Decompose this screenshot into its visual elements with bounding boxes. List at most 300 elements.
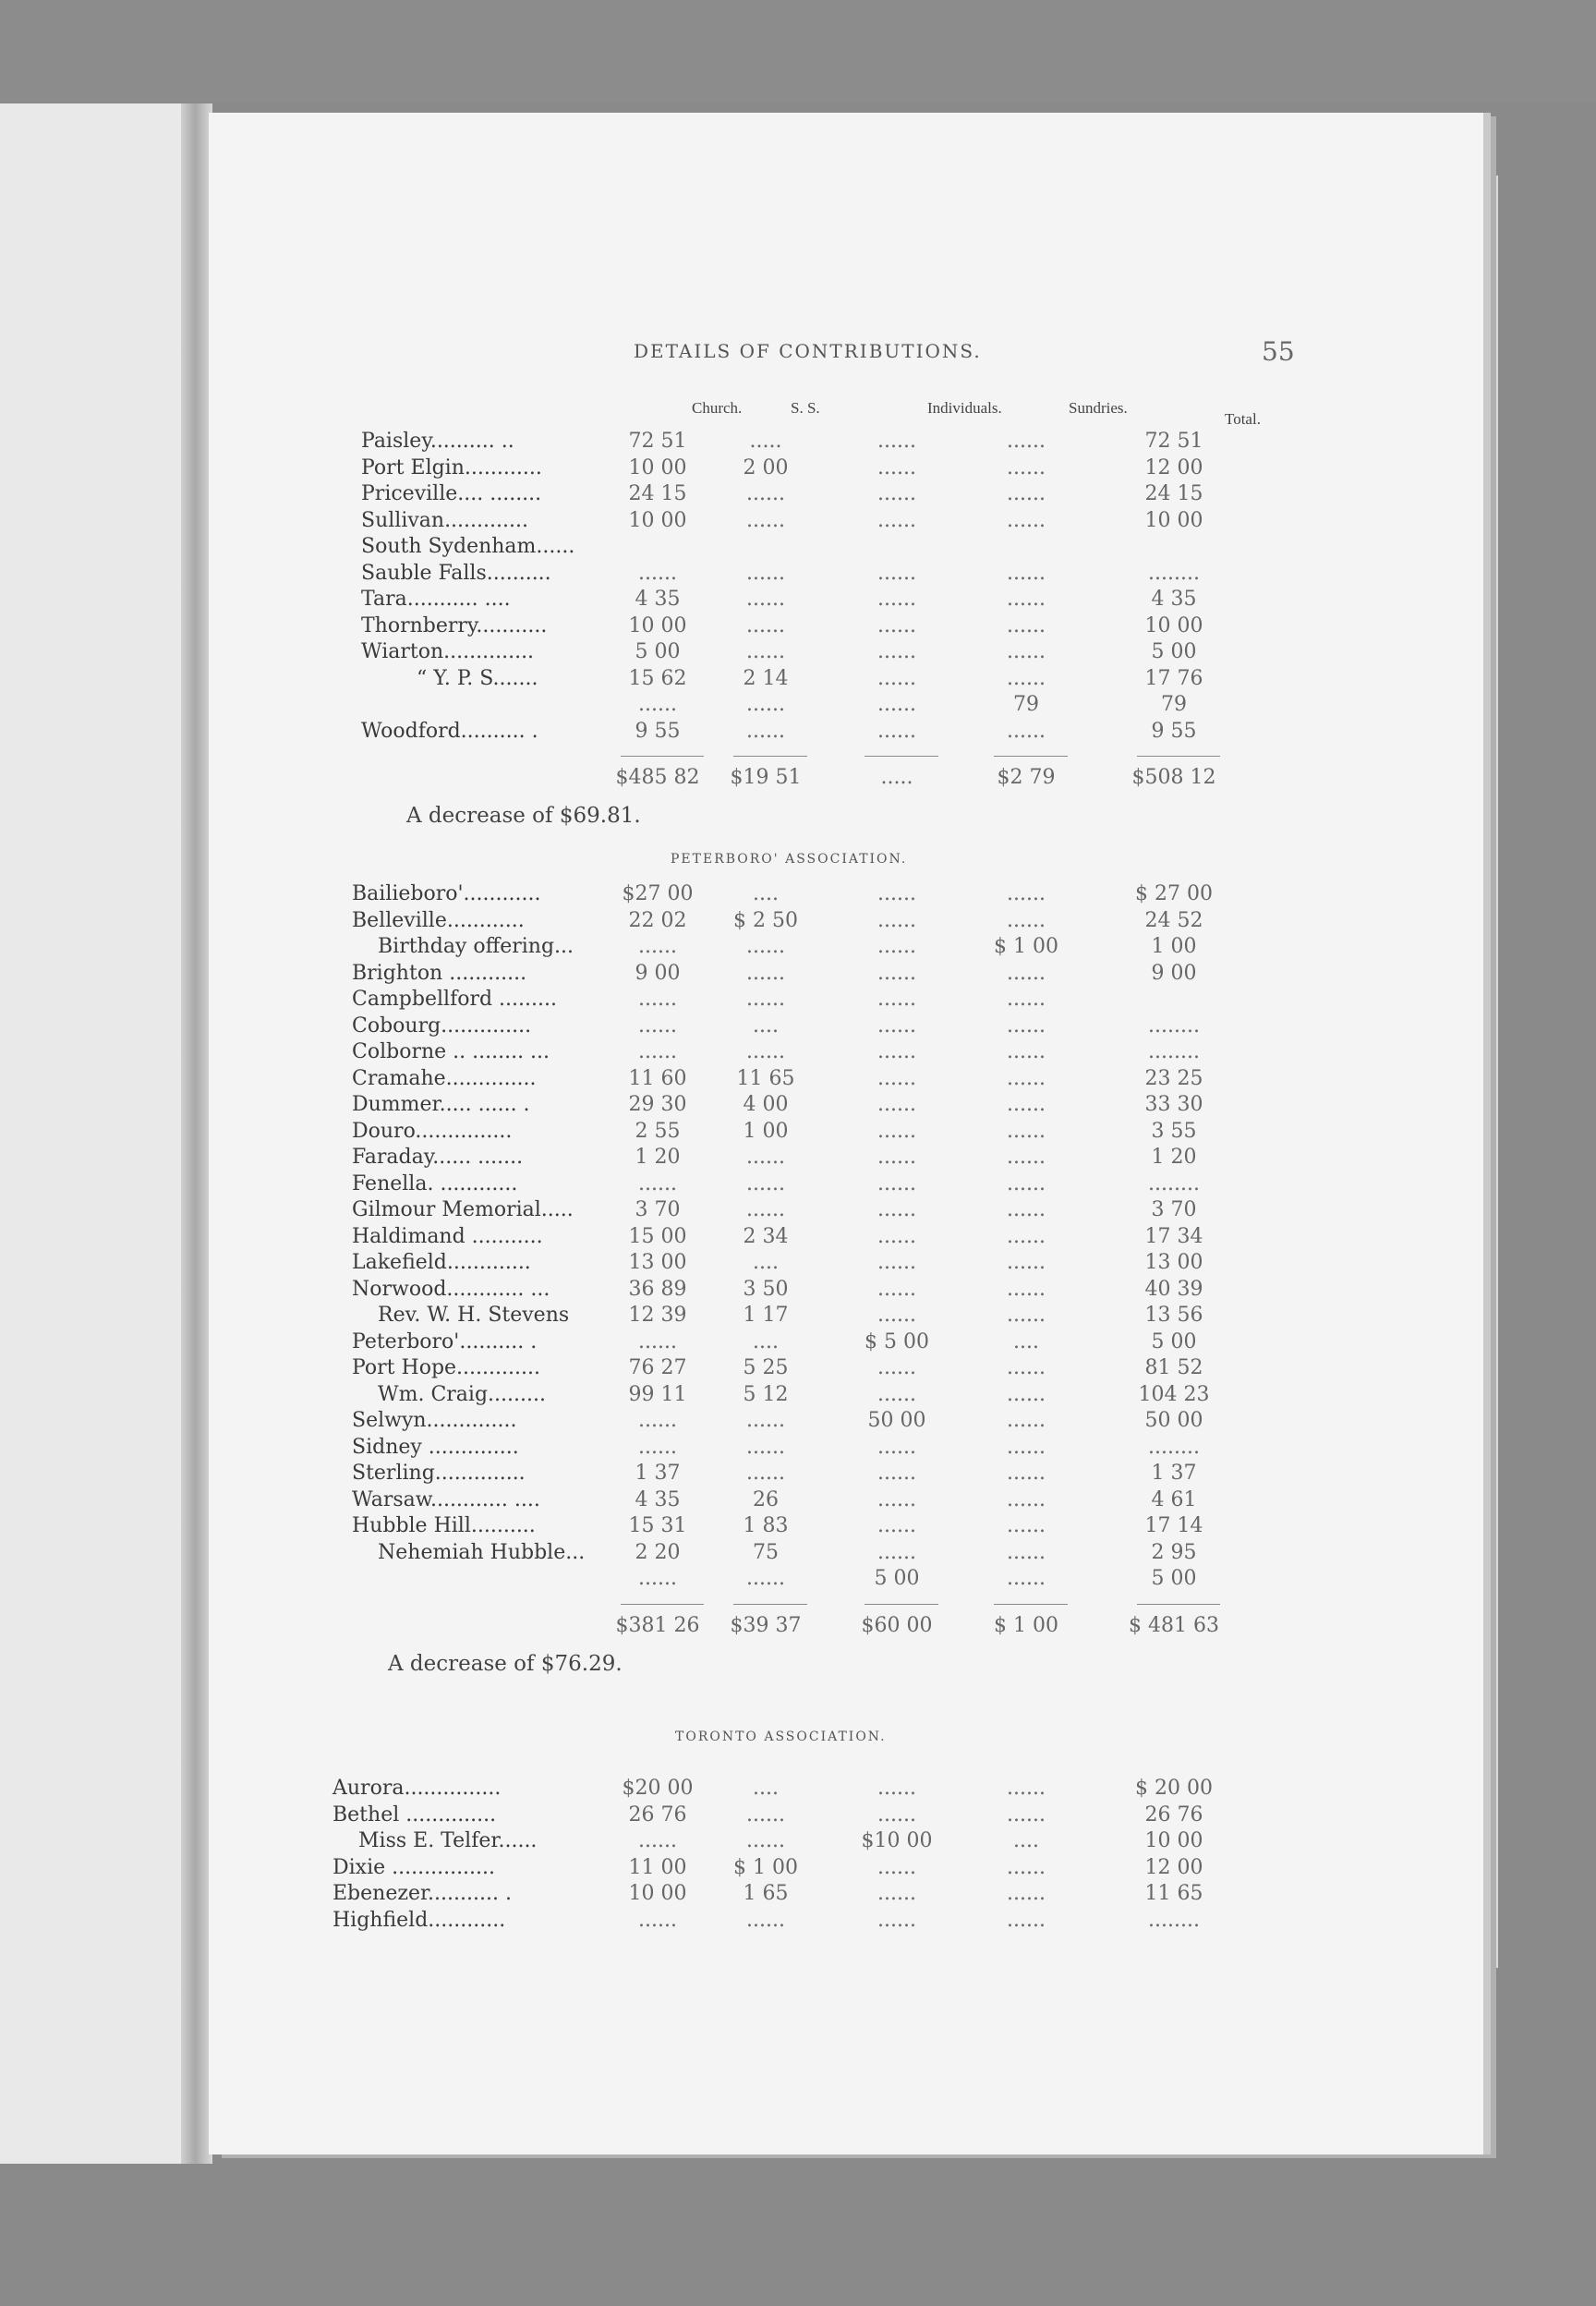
cell-ind: ......	[877, 908, 916, 932]
cell-ss: ......	[746, 1567, 785, 1590]
cell-church: ......	[638, 935, 677, 958]
cell-church: 99 11	[628, 1382, 687, 1406]
cell-ind: ......	[877, 1356, 916, 1379]
cell-church: 10 00	[628, 455, 687, 479]
cell-sun: ......	[1007, 1802, 1046, 1827]
cell-ind: ......	[877, 561, 916, 585]
cell-ss: ......	[746, 1171, 785, 1195]
total-total: $508 12	[1131, 766, 1216, 789]
cell-ss: ......	[746, 1435, 785, 1459]
row-name: Campbellford .........	[352, 988, 557, 1011]
cell-sun: ......	[1007, 482, 1046, 505]
total-total: $ 481 63	[1129, 1613, 1219, 1637]
cell-ind: ......	[877, 1777, 916, 1800]
cell-church: 4 35	[635, 1487, 681, 1511]
row-name: Brighton ............	[352, 961, 527, 985]
cell-ind: ......	[877, 1013, 916, 1038]
row-name: Warsaw............ ....	[352, 1487, 540, 1511]
cell-total: 12 00	[1144, 455, 1203, 479]
row-name: Belleville............	[352, 908, 525, 932]
cell-ind: ......	[877, 613, 916, 637]
cell-ind: 5 00	[874, 1567, 920, 1590]
cell-ind: ......	[877, 1066, 916, 1090]
table-row	[209, 561, 1483, 587]
total-church: $381 26	[615, 1613, 700, 1637]
cell-total: ........	[1148, 561, 1200, 585]
cell-church: 9 55	[635, 719, 681, 743]
cell-ind: ......	[877, 882, 916, 905]
total-rule	[864, 1604, 938, 1605]
cell-sun: ......	[1007, 1882, 1046, 1905]
cell-total: 4 35	[1151, 588, 1197, 611]
table-row	[209, 1066, 1483, 1092]
cell-ss: 2 34	[743, 1224, 789, 1248]
cell-ss: ......	[746, 693, 785, 716]
cell-ind: ......	[877, 1146, 916, 1169]
column-header-church: Church.	[692, 399, 743, 417]
cell-sun: ......	[1007, 1013, 1046, 1038]
cell-total: 23 25	[1144, 1066, 1203, 1090]
table-row	[209, 1303, 1483, 1329]
cell-church: 2 20	[635, 1540, 681, 1564]
cell-church: 15 62	[628, 666, 687, 690]
table-row	[209, 1092, 1483, 1118]
cell-sun: ......	[1007, 430, 1046, 453]
cell-ss: ......	[746, 1829, 785, 1852]
total-ss: $19 51	[730, 766, 802, 789]
table-row	[209, 1776, 1483, 1802]
table-row	[209, 1435, 1483, 1461]
cell-total: 3 55	[1151, 1119, 1197, 1143]
cell-total: 4 61	[1151, 1487, 1197, 1511]
cell-church: 5 00	[635, 640, 681, 663]
cell-total: 10 00	[1144, 508, 1203, 532]
cell-church: 4 35	[635, 588, 681, 611]
total-rule	[733, 1604, 807, 1605]
cell-ss: ......	[746, 1462, 785, 1485]
cell-total: 17 14	[1144, 1514, 1203, 1537]
cell-ss: 2 00	[743, 455, 789, 479]
table-row	[209, 1329, 1483, 1355]
cell-ss: ......	[746, 935, 785, 958]
row-name: Dummer..... ...... .	[352, 1093, 530, 1116]
total-rule	[621, 756, 704, 757]
table-row	[209, 481, 1483, 507]
cell-ss: 5 12	[743, 1382, 789, 1406]
cell-ind: ......	[877, 1487, 916, 1511]
cell-ind: ......	[877, 1277, 916, 1301]
column-header-total: Total.	[1225, 410, 1261, 428]
cell-total: 10 00	[1144, 1829, 1203, 1852]
row-name: Birthday offering...	[378, 935, 574, 958]
cell-sun: ......	[1007, 1462, 1046, 1485]
table-row	[209, 987, 1483, 1013]
cell-sun: ......	[1007, 1908, 1046, 1932]
table-row	[209, 587, 1483, 613]
cell-ss: ....	[753, 1251, 779, 1274]
cell-church: 9 00	[635, 961, 681, 985]
table-row	[209, 1461, 1483, 1487]
cell-total: ........	[1148, 1040, 1200, 1063]
facing-page	[0, 103, 185, 2164]
cell-ss: 11 65	[736, 1066, 795, 1090]
page-title: DETAILS OF CONTRIBUTIONS.	[634, 340, 982, 362]
row-name: Selwyn..............	[352, 1409, 517, 1432]
cell-church: 12 39	[628, 1304, 687, 1327]
row-name: Haldimand ...........	[352, 1224, 543, 1248]
cell-total: 13 00	[1144, 1251, 1203, 1274]
cell-ss: .....	[749, 430, 782, 453]
table-row	[209, 1197, 1483, 1223]
cell-total: 1 20	[1151, 1146, 1197, 1169]
cell-total: 72 51	[1144, 430, 1203, 453]
row-name: Port Hope.............	[352, 1356, 540, 1379]
table-row	[209, 1881, 1483, 1907]
table-row	[209, 1408, 1483, 1434]
cell-sun: ......	[1007, 1487, 1046, 1511]
cell-ss: 1 00	[743, 1119, 789, 1143]
scanner-background	[0, 0, 1596, 102]
cell-total: 104 23	[1138, 1382, 1210, 1406]
row-name: Wiarton..............	[361, 640, 535, 663]
cell-ind: ......	[877, 693, 916, 716]
cell-church: 10 00	[628, 613, 687, 637]
cell-ss: ......	[746, 482, 785, 505]
table-row	[209, 455, 1483, 481]
table-row	[209, 1566, 1483, 1592]
page-edge	[1489, 176, 1498, 1968]
table-row	[209, 1828, 1483, 1854]
cell-church: 1 20	[635, 1146, 681, 1169]
cell-ind: ......	[877, 1514, 916, 1537]
cell-sun: ......	[1007, 1356, 1046, 1379]
cell-church: 26 76	[628, 1802, 687, 1827]
cell-sun: ......	[1007, 613, 1046, 637]
row-name: Lakefield.............	[352, 1251, 531, 1274]
cell-total: $ 20 00	[1135, 1777, 1213, 1800]
table-row	[209, 908, 1483, 934]
cell-church: 15 00	[628, 1224, 687, 1248]
cell-church: 24 15	[628, 482, 687, 505]
cell-ss: 3 50	[743, 1277, 789, 1301]
cell-church: 72 51	[628, 430, 687, 453]
table-row	[209, 1013, 1483, 1039]
row-name: Douro...............	[352, 1119, 513, 1143]
cell-ss: ......	[746, 588, 785, 611]
cell-ind: ......	[877, 1119, 916, 1143]
table-row	[209, 1802, 1483, 1828]
cell-total: 79	[1161, 693, 1187, 716]
cell-church: ......	[638, 1829, 677, 1852]
cell-church: ......	[638, 1013, 677, 1038]
cell-total: ........	[1148, 1171, 1200, 1195]
cell-church: 11 00	[628, 1855, 687, 1879]
cell-sun: ......	[1007, 1567, 1046, 1590]
total-rule	[994, 1604, 1068, 1605]
cell-total: 24 52	[1144, 908, 1203, 932]
cell-ss: 1 17	[743, 1304, 789, 1327]
cell-ss: ......	[746, 613, 785, 637]
row-name: Tara........... ....	[361, 588, 511, 611]
cell-sun: ......	[1007, 908, 1046, 932]
cell-sun: ......	[1007, 719, 1046, 743]
cell-total: 5 00	[1151, 640, 1197, 663]
table-row	[209, 1382, 1483, 1408]
cell-sun: ......	[1007, 1409, 1046, 1432]
cell-sun: ......	[1007, 1855, 1046, 1879]
page-number: 55	[1262, 336, 1295, 367]
cell-ind: ......	[877, 1382, 916, 1406]
row-name: Sterling..............	[352, 1462, 526, 1485]
row-name: Woodford.......... .	[361, 719, 538, 743]
cell-church: 22 02	[628, 908, 687, 932]
cell-total: 10 00	[1144, 613, 1203, 637]
cell-church: 10 00	[628, 1882, 687, 1905]
cell-church: ......	[638, 1040, 677, 1063]
cell-church: 29 30	[628, 1093, 687, 1116]
cell-total: 26 76	[1144, 1802, 1203, 1827]
cell-church: ......	[638, 1567, 677, 1590]
cell-sun: ......	[1007, 508, 1046, 532]
cell-total: ........	[1148, 1435, 1200, 1459]
cell-ss: $ 2 50	[733, 908, 798, 932]
table-row	[209, 1513, 1483, 1539]
row-name: Sauble Falls..........	[361, 561, 551, 585]
table-row	[209, 639, 1483, 665]
cell-ind: ......	[877, 1251, 916, 1274]
cell-total: 5 00	[1151, 1329, 1197, 1353]
cell-ind: ......	[877, 482, 916, 505]
cell-church: 15 31	[628, 1514, 687, 1537]
table-row	[209, 1039, 1483, 1065]
cell-total: 9 55	[1151, 719, 1197, 743]
cell-sun: ......	[1007, 1040, 1046, 1063]
cell-ind: ......	[877, 588, 916, 611]
row-name: Highfield............	[332, 1908, 506, 1932]
cell-total: 2 95	[1151, 1540, 1197, 1564]
row-name: South Sydenham......	[361, 535, 575, 558]
document-page	[209, 113, 1483, 2154]
cell-total: ........	[1148, 1013, 1200, 1038]
total-rule	[1137, 1604, 1220, 1605]
cell-sun: ......	[1007, 1224, 1046, 1248]
table-row	[209, 508, 1483, 534]
table-row	[209, 534, 1483, 560]
total-rule	[733, 756, 807, 757]
row-name: Ebenezer........... .	[332, 1882, 512, 1905]
total-rule	[621, 1604, 704, 1605]
row-name: Paisley.......... ..	[361, 430, 514, 453]
total-church: $485 82	[615, 766, 700, 789]
cell-sun: ......	[1007, 640, 1046, 663]
cell-church: ......	[638, 1171, 677, 1195]
cell-sun: ......	[1007, 1251, 1046, 1274]
cell-sun: ......	[1007, 988, 1046, 1011]
cell-church: ......	[638, 1329, 677, 1353]
cell-sun: ......	[1007, 1777, 1046, 1800]
row-name: Priceville.... ........	[361, 482, 542, 505]
total-ind: .....	[880, 766, 913, 789]
row-name: Peterboro'.......... .	[352, 1329, 538, 1353]
totals-row	[209, 1613, 1483, 1639]
page-header	[209, 336, 1483, 368]
cell-ss: ......	[746, 1198, 785, 1221]
cell-sun: ......	[1007, 1435, 1046, 1459]
cell-ss: ....	[753, 1777, 779, 1800]
table-row	[209, 692, 1483, 718]
cell-total: 13 56	[1144, 1304, 1203, 1327]
row-name: Dixie ................	[332, 1855, 496, 1879]
cell-ss: 4 00	[743, 1093, 789, 1116]
cell-ss: ......	[746, 1802, 785, 1827]
cell-ind: ......	[877, 1855, 916, 1879]
cell-sun: ......	[1007, 1146, 1046, 1169]
row-name: Cramahe..............	[352, 1066, 537, 1090]
row-name: Nehemiah Hubble...	[378, 1540, 586, 1564]
row-name: Rev. W. H. Stevens	[378, 1304, 570, 1327]
cell-ss: ......	[746, 640, 785, 663]
row-name: Bailieboro'............	[352, 882, 541, 905]
cell-total: 17 34	[1144, 1224, 1203, 1248]
row-name: Fenella. ............	[352, 1171, 518, 1195]
row-name: Miss E. Telfer......	[358, 1829, 538, 1852]
cell-sun: ......	[1007, 1277, 1046, 1301]
cell-ss: ......	[746, 1146, 785, 1169]
row-name: Cobourg..............	[352, 1013, 532, 1038]
cell-ss: ....	[753, 1013, 779, 1038]
total-rule	[864, 756, 938, 757]
cell-ss: ......	[746, 1409, 785, 1432]
cell-church: 36 89	[628, 1277, 687, 1301]
cell-ind: ......	[877, 455, 916, 479]
section-title: PETERBORO' ASSOCIATION.	[671, 852, 908, 867]
total-ind: $60 00	[861, 1613, 933, 1637]
cell-ind: ......	[877, 1882, 916, 1905]
total-sun: $ 1 00	[994, 1613, 1058, 1637]
table-row	[209, 1908, 1483, 1934]
cell-ss: ......	[746, 1908, 785, 1932]
cell-total: 12 00	[1144, 1855, 1203, 1879]
cell-ind: ......	[877, 430, 916, 453]
cell-sun: ......	[1007, 455, 1046, 479]
table-row	[209, 1855, 1483, 1881]
table-row	[209, 1145, 1483, 1171]
cell-ind: ......	[877, 1802, 916, 1827]
row-name: Aurora...............	[332, 1777, 502, 1800]
cell-sun: 79	[1013, 693, 1039, 716]
cell-ind: $ 5 00	[864, 1329, 929, 1353]
row-name: Colborne .. ........ ...	[352, 1040, 550, 1063]
cell-total: 5 00	[1151, 1567, 1197, 1590]
cell-ss: ....	[753, 882, 779, 905]
total-rule	[1137, 756, 1220, 757]
table-row	[209, 1487, 1483, 1513]
cell-ss: 75	[753, 1540, 779, 1564]
cell-sun: ......	[1007, 588, 1046, 611]
cell-church: ......	[638, 1409, 677, 1432]
cell-sun: ......	[1007, 1540, 1046, 1564]
cell-sun: ......	[1007, 1093, 1046, 1116]
table-row	[209, 934, 1483, 960]
table-row	[209, 429, 1483, 455]
cell-ind: $10 00	[861, 1829, 933, 1852]
cell-ind: ......	[877, 1435, 916, 1459]
cell-total: 1 37	[1151, 1462, 1197, 1485]
cell-ind: ......	[877, 1198, 916, 1221]
cell-church: 11 60	[628, 1066, 687, 1090]
cell-sun: ......	[1007, 1304, 1046, 1327]
row-name: Faraday...... .......	[352, 1146, 524, 1169]
cell-ss: ......	[746, 1040, 785, 1063]
cell-ss: ....	[753, 1329, 779, 1353]
row-name: Port Elgin............	[361, 455, 542, 479]
cell-sun: ......	[1007, 561, 1046, 585]
cell-ss: ......	[746, 988, 785, 1011]
cell-total: $ 27 00	[1135, 882, 1213, 905]
cell-church: 2 55	[635, 1119, 681, 1143]
table-row	[209, 1250, 1483, 1276]
cell-total: 33 30	[1144, 1093, 1203, 1116]
cell-church: 1 37	[635, 1462, 681, 1485]
cell-sun: ......	[1007, 1514, 1046, 1537]
cell-ind: ......	[877, 1540, 916, 1564]
book-spine	[181, 103, 212, 2164]
row-name: Norwood............ ...	[352, 1277, 550, 1301]
cell-church: ......	[638, 988, 677, 1011]
cell-ss: ......	[746, 561, 785, 585]
cell-church: 13 00	[628, 1251, 687, 1274]
cell-total: 1 00	[1151, 935, 1197, 958]
cell-sun: ......	[1007, 1198, 1046, 1221]
cell-church: 3 70	[635, 1198, 681, 1221]
cell-ss: 1 83	[743, 1514, 789, 1537]
cell-sun: ......	[1007, 961, 1046, 985]
row-name: Wm. Craig.........	[378, 1382, 546, 1406]
total-sun: $2 79	[997, 766, 1056, 789]
cell-ind: ......	[877, 640, 916, 663]
table-row	[209, 1224, 1483, 1250]
cell-sun: ....	[1013, 1829, 1039, 1852]
cell-ind: ......	[877, 935, 916, 958]
cell-sun: ......	[1007, 1119, 1046, 1143]
cell-ss: ......	[746, 508, 785, 532]
cell-church: 76 27	[628, 1356, 687, 1379]
table-row	[209, 666, 1483, 692]
cell-church: ......	[638, 693, 677, 716]
cell-ss: ......	[746, 961, 785, 985]
row-name: Thornberry...........	[361, 613, 548, 637]
row-name: Gilmour Memorial.....	[352, 1198, 574, 1221]
cell-ss: 26	[753, 1487, 779, 1511]
section-title: TORONTO ASSOCIATION.	[675, 1730, 887, 1744]
column-header-individuals: Individuals.	[927, 399, 1002, 417]
cell-ind: ......	[877, 1093, 916, 1116]
column-header-sundries: Sundries.	[1069, 399, 1128, 417]
cell-total: 40 39	[1144, 1277, 1203, 1301]
cell-ss: 5 25	[743, 1356, 789, 1379]
decrease-note: A decrease of $69.81.	[406, 804, 641, 828]
column-header-ss: S. S.	[791, 399, 820, 417]
cell-ss: $ 1 00	[733, 1855, 798, 1879]
cell-ind: ......	[877, 1171, 916, 1195]
cell-sun: ......	[1007, 882, 1046, 905]
cell-sun: $ 1 00	[994, 935, 1058, 958]
table-row	[209, 1171, 1483, 1197]
cell-church: ......	[638, 1435, 677, 1459]
cell-ind: ......	[877, 719, 916, 743]
table-row	[209, 1540, 1483, 1566]
table-row	[209, 1355, 1483, 1381]
